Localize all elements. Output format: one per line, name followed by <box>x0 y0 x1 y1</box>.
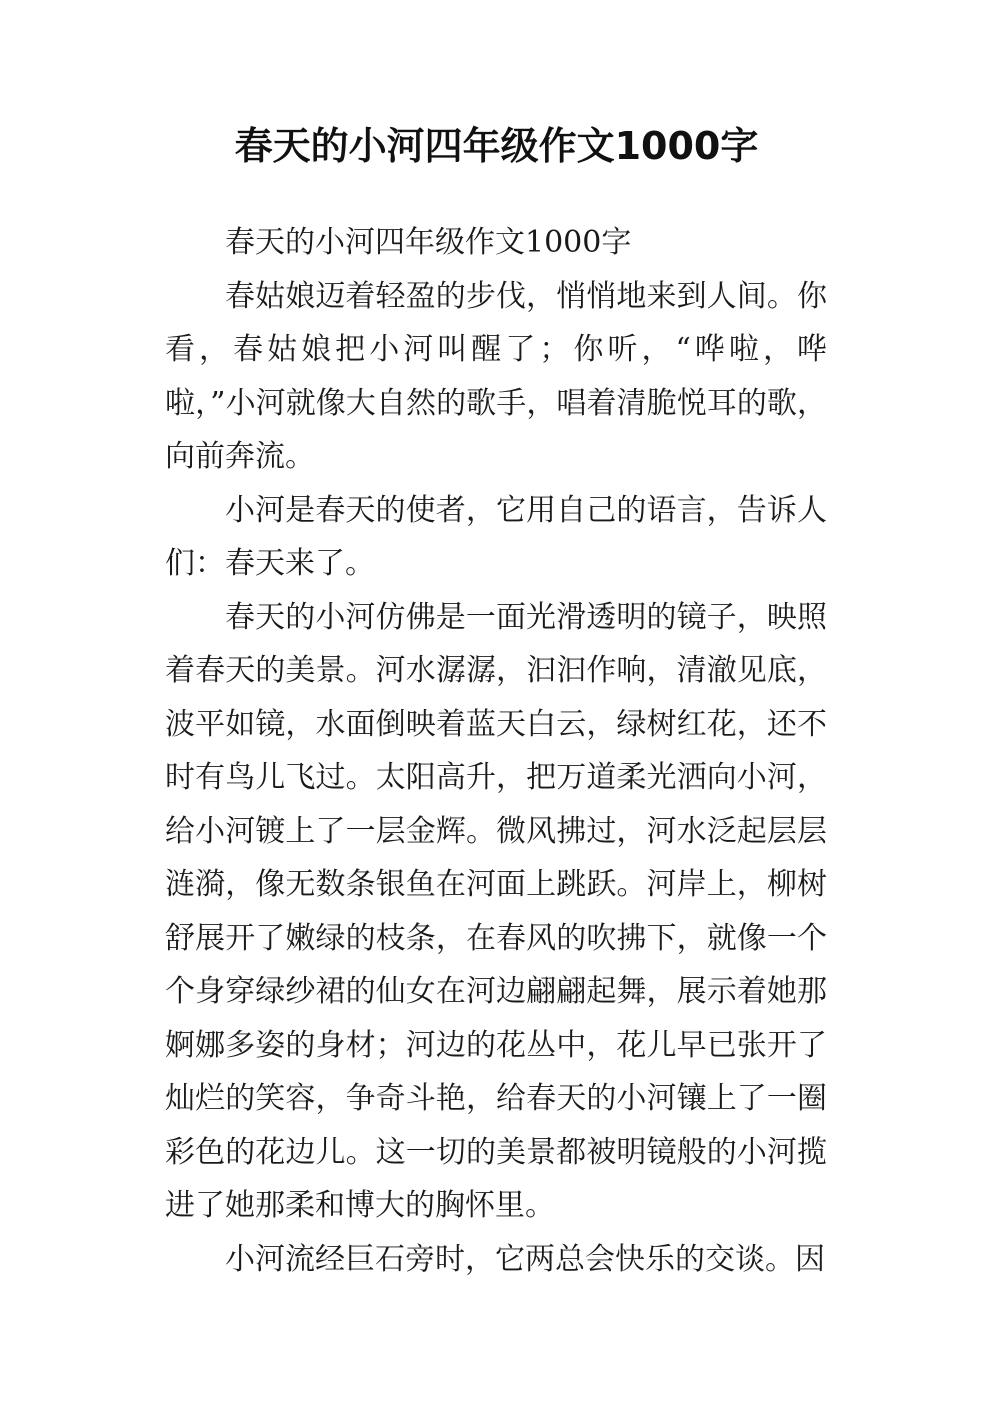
paragraph: 小河是春天的使者，它用自己的语言，告诉人们：春天来了。 <box>165 492 827 581</box>
document-title: 春天的小河四年级作文1000字 <box>234 124 759 168</box>
paragraph: 春天的小河仿佛是一面光滑透明的镜子，映照着春天的美景。河水潺潺，汩汩作响，清澈见底，波平如镜，水面倒映着蓝天白云，绿树红花，还不时有鸟儿飞过。太阳高升，把万道柔光洒向小河，给小河镀上了一层金辉。微风拂过，河水泛起层层涟漪，像无数条银鱼在河面上跳跃。河岸上，柳树舒展开了嫩绿的枝条，在春风的吹拂下，就像一个个身穿绿纱裙的仙女在河边翩翩起舞，展示着她那婀娜多姿的身材；河边的花丛中，花儿早已张开了灿烂的笑容，争奇斗艳，给春天的小河镶上了一圈彩色的花边儿。这一切的美景都被明镜般的小河揽进了她那柔和博大的胸怀里。 <box>165 599 827 1223</box>
paragraph: 小河流经巨石旁时，它两总会快乐的交谈。因 <box>225 1241 825 1277</box>
document-body <box>165 216 827 1286</box>
paragraph: 春姑娘迈着轻盈的步伐，悄悄地来到人间。你看，春姑娘把小河叫醒了；你听，“哗啦，哗啦，”小河就像大自然的歌手，唱着清脆悦耳的歌，向前奔流。 <box>165 278 827 474</box>
paragraph-subtitle: 春天的小河四年级作文1000字 <box>225 225 632 260</box>
